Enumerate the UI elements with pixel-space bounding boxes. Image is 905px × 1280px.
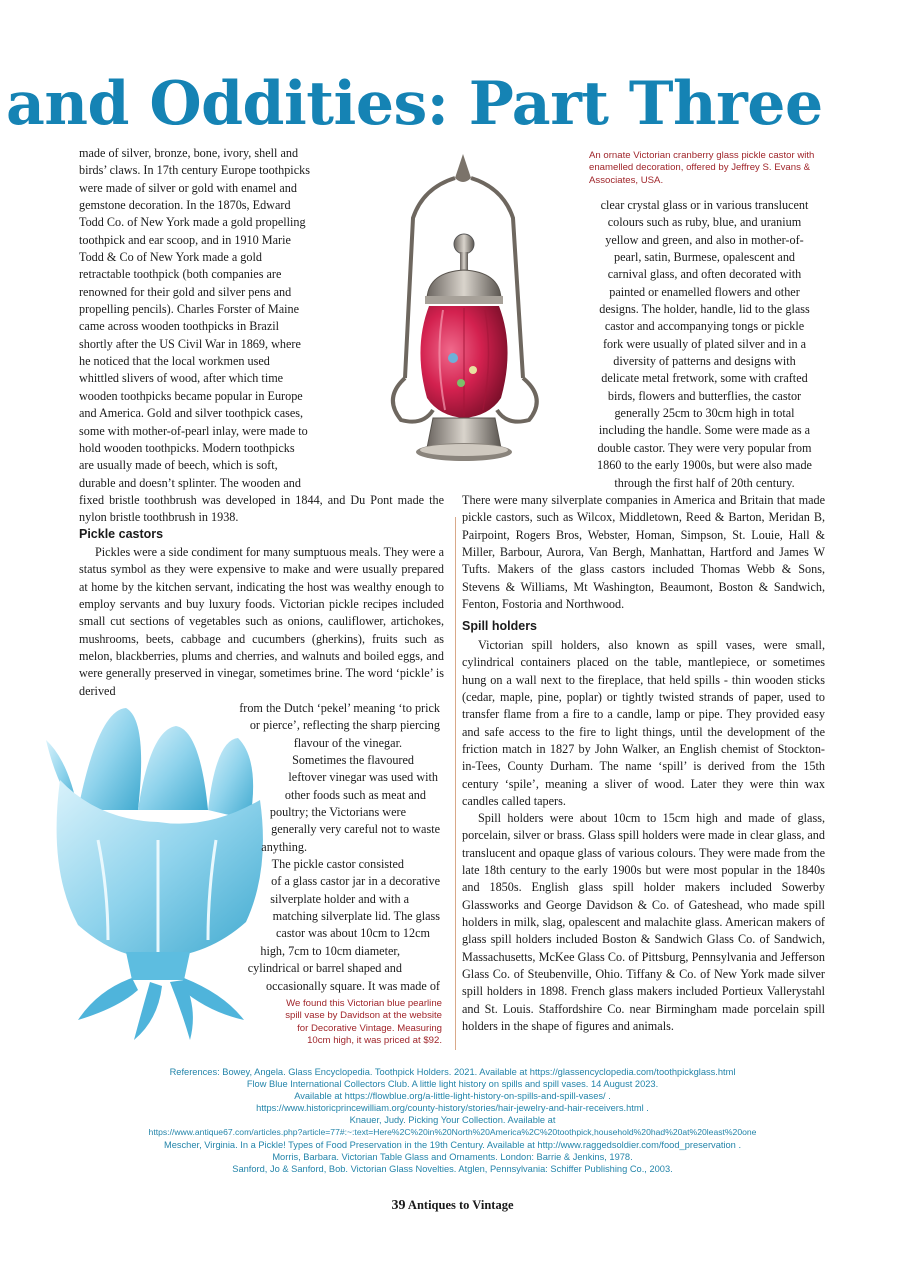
text-line: birds’ claws. In 17th century Europe toothpicks [79,163,310,178]
text-line: designs. The holder, handle, lid to the glass [599,302,810,317]
reference-line: References: Bowey, Angela. Glass Encyclopedia. Toothpick Holders. 2021. Available at https://glassencyclopedia.com/toothpickglass.html [169,1067,736,1077]
spill-paragraph-2: Spill holders were about 10cm to 15cm high and made of glass, porcelain, silver or brass. Glass spill holders were made in clear glass, and translucent and opaque glass of various colours. They were made from the late 18th century to the early 1900s but were most popular in the 1840s and 1850s. English glass spill holder makers included Sowerby Glassworks and George Davidson & Co. of Gateshead, who made spill holders in milk, slag, opalescent and malachite glass. American makers of glass spill holders included Boston & Sandwich Glass Co. of Sandwich, Massachusetts, McKee Glass Co. of Pittsburg, Pennsylvania and Jefferson Glass Co. of Steubenville, Ohio. Tiffany & Co. of New York made silver spill holders in 1898. French glass makers included Portieux Vallerystahl and St. Louis. Staffordshire Co. near Birmingham made porcelain spill holders in the shape of figures and animals. [462,811,825,1034]
page-number: 39 [391,1198,406,1213]
pickle-paragraph: Pickles were a side condiment for many sumptuous meals. They were a status symbol as they were expensive to make and were usually prepared at home by the kitchen servant, indicating the host was wealthy enough to employ servants and buy luxury foods. Victorian pickle recipes included small cut sections of vegetables such as onions, cauliflower, artichokes, mushrooms, beets, cabbage and cucumbers (gherkins), fruits such as melon, blackberries, plums and cherries, and walnuts and boiled eggs, and were generally preserved in vinegar, sometimes brine. The word ‘pickle’ is derived [79,545,444,698]
text-line: birds, flowers and butterflies, the castor [607,388,802,403]
text-line: high, 7cm to 10cm diameter, [260,943,400,958]
text-line: some with mother-of-pearl inlay, were made to [79,423,308,438]
col1-toothbrush-text: fixed bristle toothbrush was developed in 1844, and Du Pont made the nylon bristle toothbrush in 1938. [79,493,444,525]
text-line: leftover vinegar was used with [288,770,438,785]
reference-line: Mescher, Virginia. In a Pickle! Types of Food Preservation in the 19th Century. Available at http://www.raggedsoldier.com/food_preservation . [163,1139,742,1150]
makers-paragraph: There were many silverplate companies in America and Britain that made pickle castors, such as Wilcox, Middletown, Reed & Barton, Meridan B, Pairpoint, Rogers Bros, Webster, Homan, Simpson, St. Louie, Hall & Miller, Barbour, Aurora, Van Bergh, Manhattan, Hartford and James W Tufts. Makers of the glass castors included Thomas Webb & Sons, Stevens & Williams, Mt Washington, Beaumont, Boston & Sandwich, Fenton, Fostoria and Northwood. [462,493,825,612]
text-line: flavour of the vinegar. [293,735,402,750]
text-line: through the first half of 20th century. [614,475,795,490]
heading-spill-holders: Spill holders [462,619,538,633]
text-line: other foods such as meat and [284,787,426,802]
vase-caption [190,998,442,1048]
col2-castor-text [589,197,820,492]
text-line: from the Dutch ‘pekel’ meaning ‘to prick [239,701,440,715]
text-line: wooden toothpicks became popular in Europe [79,388,303,403]
text-line: generally 25cm to 30cm high in total [614,406,795,421]
text-line: renowned for their gold and silver pens and [79,284,292,299]
article-title: and Oddities: Part Three [6,69,823,139]
reference-line: Available at https://flowblue.org/a-little-light-history-on-spills-and-spill-vases/ . [294,1091,611,1102]
text-line: matching silverplate lid. The glass [272,909,440,924]
caption-line: for Decorative Vintage. Measuring [297,1022,442,1034]
reference-line: https://www.antique67.com/articles.php?article=77#:~:text=Here%2C%20in%20North%20America%2C%20toothpick,household%20had%20at%20least%20one [148,1127,757,1138]
text-line: and America. Gold and silver toothpick cases, [79,406,304,421]
text-line: clear crystal glass or in various translucent [600,198,809,212]
caption-line: 10cm high, it was priced at $92. [307,1035,442,1047]
spill-paragraph-1: Victorian spill holders, also known as spill vases, were small, cylindrical containers placed on the table, mantlepiece, or sometimes hung on a wall next to the fireplace, that held spills - thin wooden sticks (cedar, maple, pine, poplar) or tightly twisted strands of paper, used to transfer flame from a fire to a candle, lamp or pipe. They provided easy and safe access to the fire to light things, until the development of the friction match in 1827 by John Walker, an English chemist of Stockton-in-Tees, County Durham. The name ‘spill’ is derived from the 15th century ‘spile’, meaning a sliver of wood. Later they were thin wax candles called tapers. [462,638,825,809]
text-line: durable and doesn’t splinter. The wooden and [79,475,301,490]
text-line: pearl, satin, Burmese, opalescent and [613,250,796,265]
text-line: were made of silver or gold with enamel and [79,180,297,195]
reference-line: Flow Blue International Collectors Club. A little light history on spills and spill vases. 14 August 2023. [246,1079,659,1090]
caption-line: spill vase by Davidson at the website [285,1010,442,1022]
text-line: came across wooden toothpicks in Brazil [79,319,280,334]
heading-pickle-castors: Pickle castors [79,527,164,541]
text-line: generally very careful not to waste [271,822,440,837]
text-line: double castor. They were very popular from [597,440,812,455]
text-line: diversity of patterns and designs with [613,354,796,369]
text-line: anything. [261,839,307,854]
reference-line: Morris, Barbara. Victorian Table Glass and Ornaments. London: Barrie & Jenkins, 1978. [272,1151,633,1162]
pickle-castor-photo [343,148,589,486]
page-footer [0,1198,905,1214]
reference-line: Sanford, Jo & Sanford, Bob. Victorian Glass Novelties. Atglen, Pennsylvania: Schiffer Publishing Co., 2003. [232,1163,673,1174]
text-line: Todd & Co of New York made a gold [79,250,262,265]
text-line: silverplate holder and with a [270,891,409,906]
text-line: cylindrical or barrel shaped and [247,961,402,976]
text-line: toothpick and ear scoop, and in 1910 Marie [79,232,291,247]
text-line: whittled slivers of wood, after which time [79,371,284,386]
text-line: castor was about 10cm to 12cm [276,926,430,941]
castor-caption: An ornate Victorian cranberry glass pickle castor with enamelled decoration, offered by Jeffrey S. Evans & Associates, USA. [589,150,815,186]
text-line: 1860 to the early 1900s, but were also made [597,458,812,473]
text-line: Todd Co. of New York made a gold propelling [79,215,306,230]
text-line: hold wooden toothpicks. Modern toothpicks [79,440,295,455]
text-line: castor and accompanying tongs or pickle [604,319,805,334]
text-line: are usually made of beech, which is soft, [79,458,278,473]
magazine-name: Antiques to Vintage [407,1198,514,1212]
text-line: made of silver, bronze, bone, ivory, shell and [79,146,299,160]
text-line: carnival glass, and often decorated with [607,267,802,282]
text-line: The pickle castor consisted [271,857,404,872]
text-line: fork were usually of plated silver and in a [602,336,807,351]
reference-line: Knauer, Judy. Picking Your Collection. Available at [349,1115,556,1126]
text-line: Sometimes the flavoured [292,753,414,768]
text-line: poultry; the Victorians were [269,805,406,820]
text-line: of a glass castor jar in a decorative [271,874,440,889]
column-divider [455,517,456,1050]
text-line: occasionally square. It was made of [266,978,440,993]
references [20,1066,885,1175]
text-line: gemstone decoration. In the 1870s, Edward [79,198,291,213]
text-line: shortly after the US Civil War in 1869, where [79,336,301,351]
text-line: painted or enamelled flowers and other [609,284,800,299]
text-line: colours such as ruby, blue, and uranium [607,215,802,230]
col1-top-text [79,145,337,492]
text-line: retractable toothpick (both companies are [79,267,282,282]
text-line: propelling pencils). Charles Forster of Maine [79,302,299,317]
text-line: or pierce’, reflecting the sharp piercing [249,718,440,733]
col1-wrap-text [150,700,440,995]
caption-line: We found this Victorian blue pearline [286,998,442,1009]
text-line: delicate metal fretwork, some with crafted [601,371,808,386]
text-line: including the handle. Some were made as a [598,423,811,438]
reference-line: https://www.historicprincewilliam.org/county-history/stories/hair-jewelry-and-hair-receivers.html . [256,1103,649,1114]
text-line: yellow and green, and also in mother-of- [605,232,804,247]
text-line: he noticed that the local workmen used [79,354,270,369]
